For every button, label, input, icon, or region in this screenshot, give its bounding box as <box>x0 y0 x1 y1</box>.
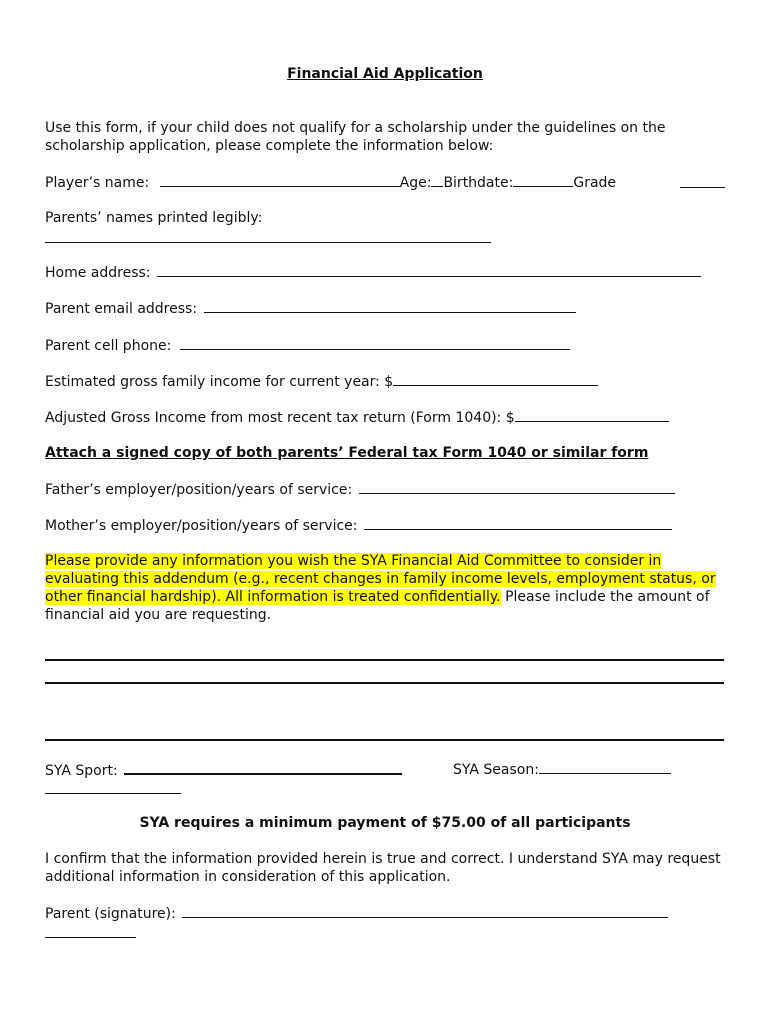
response-line-1[interactable] <box>45 659 724 661</box>
age-field[interactable] <box>431 173 443 187</box>
player-name-label: Player’s name: <box>45 175 150 191</box>
birthdate-label: Birthdate: <box>443 175 514 191</box>
signature-label: Parent (signature): <box>45 906 176 922</box>
parent-email-label: Parent email address: <box>45 301 198 317</box>
grade-field[interactable] <box>680 174 725 188</box>
parent-cell-field[interactable] <box>180 336 570 350</box>
season-label: SYA Season: <box>453 762 539 778</box>
birthdate-field[interactable] <box>513 173 573 187</box>
father-employer-row <box>45 480 675 499</box>
signature-row <box>45 904 668 923</box>
response-line-2[interactable] <box>45 682 724 684</box>
season-field[interactable] <box>539 760 671 774</box>
minimum-payment-notice: SYA requires a minimum payment of $75.00 of all participants <box>139 815 631 831</box>
response-line-3[interactable] <box>45 739 724 741</box>
mother-employer-label: Mother’s employer/position/years of service: <box>45 518 358 534</box>
parent-cell-row <box>45 336 570 355</box>
intro-text: Use this form, if your child does not qualify for a scholarship under the guidelines on the scholarship application, please complete the information below: <box>45 120 666 154</box>
parent-email-row <box>45 299 576 318</box>
parent-email-field[interactable] <box>204 299 576 313</box>
attach-notice: Attach a signed copy of both parents’ Federal tax Form 1040 or similar form <box>45 445 649 461</box>
agi-field[interactable] <box>515 408 669 422</box>
sport-label: SYA Sport: <box>45 763 118 779</box>
parent-cell-label: Parent cell phone: <box>45 338 172 354</box>
mother-employer-row <box>45 516 672 535</box>
agi-row <box>45 408 669 427</box>
committee-note <box>45 552 735 624</box>
parents-names-field[interactable] <box>45 229 491 243</box>
income-field[interactable] <box>393 372 598 386</box>
grade-label: Grade <box>573 175 617 191</box>
season-row <box>453 760 671 779</box>
age-label: Age: <box>399 175 432 191</box>
home-address-field[interactable] <box>157 263 701 277</box>
signature-field[interactable] <box>182 904 668 918</box>
father-employer-field[interactable] <box>359 480 675 494</box>
signature-field-continued[interactable] <box>45 924 136 938</box>
parents-names-label: Parents’ names printed legibly: <box>45 210 263 226</box>
confirmation-text: I confirm that the information provided herein is true and correct. I understand SYA may request additional information in consideration of this application. <box>45 851 721 885</box>
page-title: Financial Aid Application <box>287 66 483 82</box>
committee-note-rest: Please include the amount of financial aid you are requesting. <box>45 589 710 623</box>
father-employer-label: Father’s employer/position/years of service: <box>45 482 353 498</box>
home-address-row <box>45 263 701 282</box>
player-name-field[interactable] <box>160 173 400 187</box>
mother-employer-field[interactable] <box>364 516 672 530</box>
player-row <box>45 173 616 192</box>
agi-label: Adjusted Gross Income from most recent tax return (Form 1040): $ <box>45 410 515 426</box>
sport-field[interactable] <box>124 760 402 775</box>
sport-field-continued[interactable] <box>45 780 181 794</box>
income-row <box>45 372 598 391</box>
sport-row <box>45 760 402 780</box>
home-address-label: Home address: <box>45 265 151 281</box>
committee-note-highlighted: Please provide any information you wish the SYA Financial Aid Committee to consider in evaluating this addendum (e.g., recent changes in family income levels, employment status, or other financial hardship). All information is treated confidentially. <box>45 553 716 605</box>
income-label: Estimated gross family income for current year: $ <box>45 374 394 390</box>
